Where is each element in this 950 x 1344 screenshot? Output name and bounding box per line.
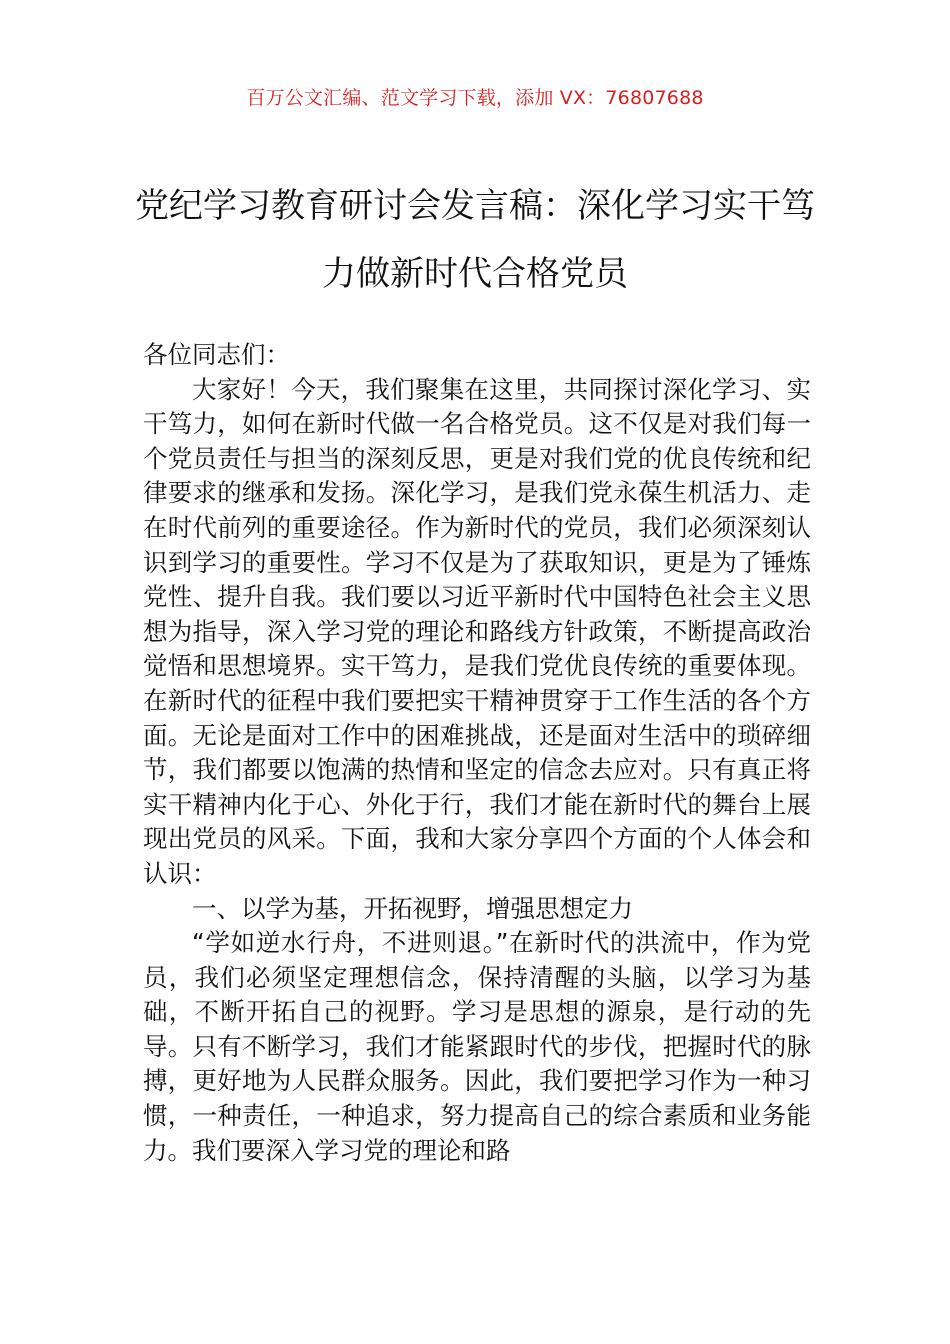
salutation: 各位同志们： xyxy=(143,340,290,369)
section-one-heading: 一、以学为基，开拓视野，增强思想定力 xyxy=(192,893,633,923)
section-one-paragraph: “学如逆水行舟，不进则退。”在新时代的洪流中，作为党员，我们必须坚定理想信念，保持清醒的头脑，以学习为基础，不断开拓自己的视野。学习是思想的源泉，是行动的先导。只有不断学习，我们才能紧跟时代的步伐，把握时代的脉搏，更好地为人民群众服务。因此，我们要把学习作为一种习惯，一种责任，一种追求，努力提高自己的综合素质和业务能力。我们要深入学习党的理论和路 xyxy=(143,928,811,1165)
document-title: 党纪学习教育研讨会发言稿：深化学习实干笃力做新时代合格党员 xyxy=(135,186,815,294)
download-notice: 百万公文汇编、范文学习下载，添加 VX：76807688 xyxy=(246,87,704,109)
intro-paragraph: 大家好！今天，我们聚集在这里，共同探讨深化学习、实干笃力，如何在新时代做一名合格党员。这不仅是对我们每一个党员责任与担当的深刻反思，更是对我们党的优良传统和纪律要求的继承和发扬。深化学习，是我们党永葆生机活力、走在时代前列的重要途径。作为新时代的党员，我们必须深刻认识到学习的重要性。学习不仅是为了获取知识，更是为了锤炼党性、提升自我。我们要以习近平新时代中国特色社会主义思想为指导，深入学习党的理论和路线方针政策，不断提高政治觉悟和思想境界。实干笃力，是我们党优良传统的重要体现。在新时代的征程中我们要把实干精神贯穿于工作生活的各个方面。无论是面对工作中的困难挑战，还是面对生活中的琐碎细节，我们都要以饱满的热情和坚定的信念去应对。只有真正将实干精神内化于心、外化于行，我们才能在新时代的舞台上展现出党员的风采。下面，我和大家分享四个方面的个人体会和认识： xyxy=(143,374,811,888)
document-body xyxy=(143,338,811,1168)
